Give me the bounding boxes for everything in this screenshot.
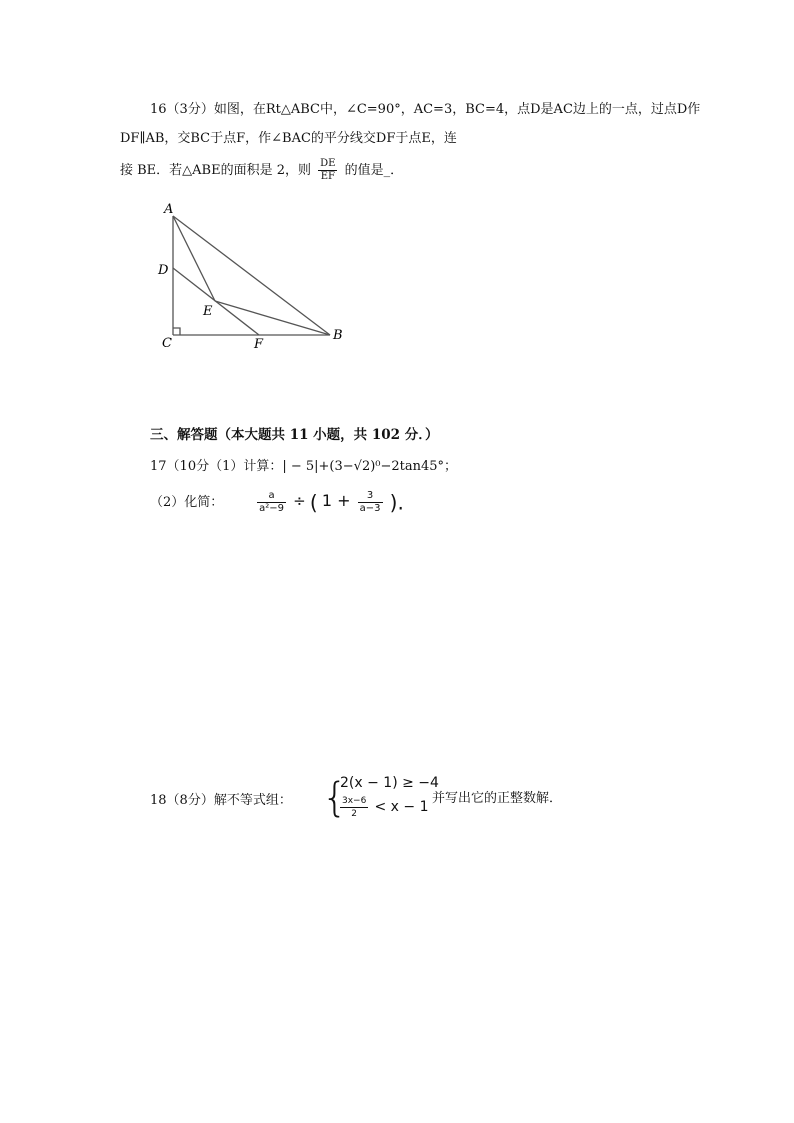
q17-paren-open: ( bbox=[309, 490, 318, 515]
q17-part1: 17（10分（1）计算：| − 5|+(3−√2)⁰−2tan45°； bbox=[150, 459, 458, 474]
q17-expression bbox=[254, 490, 404, 515]
q16-line2: DF∥AB，交BC于点F，作∠BAC的平分线交DF于点E，连 bbox=[120, 131, 457, 146]
q16-frac-den: EF bbox=[318, 170, 337, 183]
label-b: B bbox=[333, 328, 343, 343]
q18-ineq2 bbox=[340, 795, 428, 820]
label-a: A bbox=[164, 202, 174, 217]
q17-part2 bbox=[150, 490, 404, 515]
q18-ineq2-frac bbox=[340, 795, 368, 820]
q17-paren-close: ). bbox=[389, 490, 404, 515]
label-f: F bbox=[254, 337, 264, 352]
q17-part2-label: （2）化简： bbox=[150, 495, 224, 510]
q18-label: 18（8分）解不等式组： bbox=[150, 793, 292, 808]
q17-frac2-num: 3 bbox=[366, 490, 374, 501]
segment-eb bbox=[215, 301, 330, 335]
q17-divide-sign: ÷ bbox=[293, 492, 306, 510]
q18-ineq1: 2(x − 1) ≥ −4 bbox=[340, 775, 439, 791]
label-e: E bbox=[203, 304, 213, 319]
q18-ineq2-num: 3x−6 bbox=[342, 796, 367, 806]
segment-ae bbox=[173, 216, 215, 301]
q18-brace: { bbox=[322, 775, 348, 821]
section3-title: 三、解答题（本大题共 11 小题，共 102 分．） bbox=[150, 427, 439, 443]
q17-frac1 bbox=[257, 490, 286, 515]
label-c: C bbox=[162, 336, 172, 351]
q18-ineq2-rest: < x − 1 bbox=[374, 799, 429, 815]
q17-frac2 bbox=[358, 490, 383, 515]
q17-frac2-den: a−3 bbox=[359, 503, 381, 514]
segment-ab bbox=[173, 216, 330, 335]
q16-line3-start: 接 BE．若△ABE的面积是 2，则 bbox=[120, 163, 312, 178]
right-angle-mark bbox=[173, 328, 180, 335]
q18-ineq2-den: 2 bbox=[340, 807, 368, 820]
q18-tail: 并写出它的正整数解． bbox=[432, 791, 563, 806]
q16-line3-end: 的值是_． bbox=[344, 163, 404, 178]
label-d: D bbox=[158, 263, 169, 278]
q16-line1: 16（3分）如图，在Rt△ABC中，∠C=90°，AC=3，BC=4，点D是AC边上的一点，过点D作 bbox=[150, 102, 701, 117]
q17-frac1-den: a²−9 bbox=[259, 503, 285, 514]
q17-frac1-num: a bbox=[268, 490, 275, 501]
q17-one-plus: 1 + bbox=[321, 491, 351, 510]
q16-frac-num: DE bbox=[320, 158, 336, 169]
